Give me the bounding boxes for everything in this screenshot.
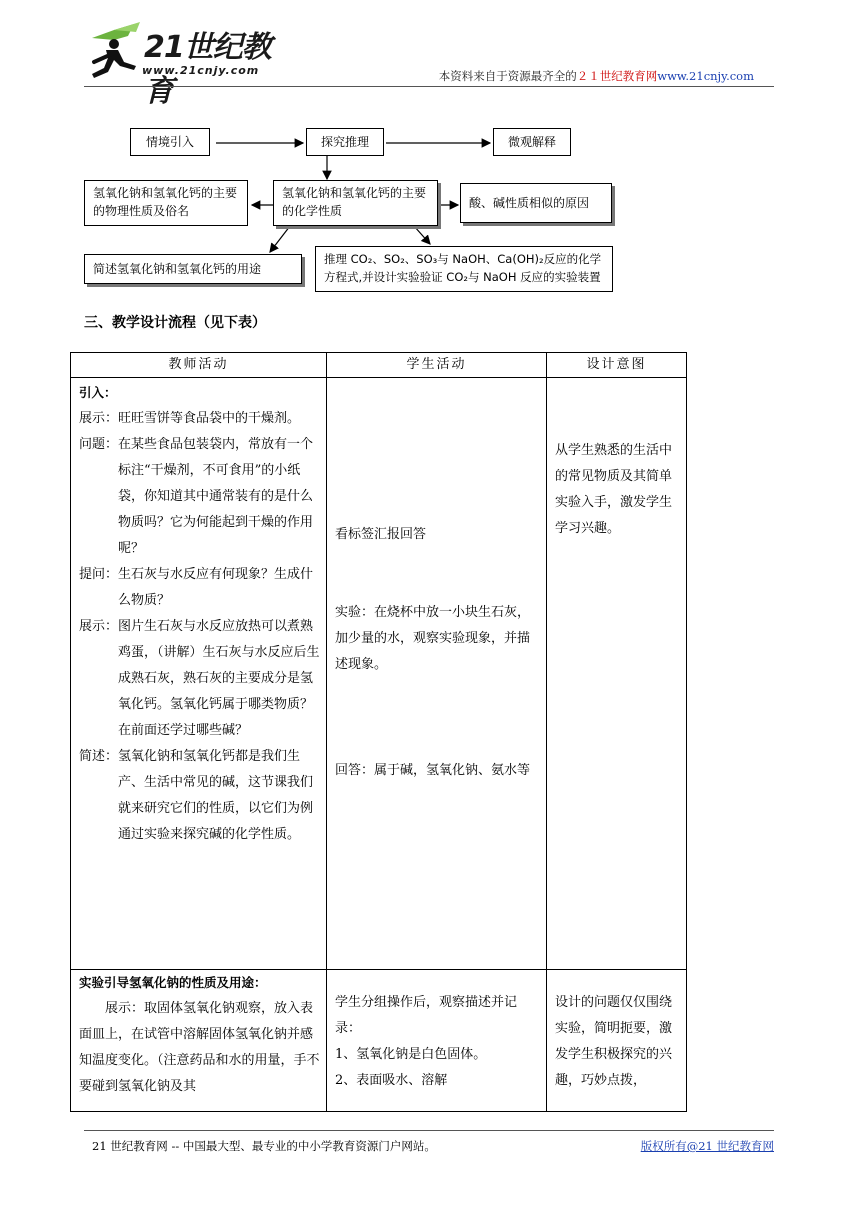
student-activity-cell-2 xyxy=(327,970,547,1112)
teaching-design-table xyxy=(70,352,687,1112)
student-answer-2: 回答：属于碱，氢氧化钠、氨水等 xyxy=(335,763,531,778)
header-intent: 设计意图 xyxy=(547,353,687,378)
student-answer-1: 看标签汇报回答 xyxy=(335,527,427,542)
header-note-prefix: 本资料来自于资源最齐全的 xyxy=(438,69,577,83)
teacher-activity-cell xyxy=(71,378,327,970)
table-row xyxy=(71,378,687,970)
header-student: 学生活动 xyxy=(327,353,547,378)
student-observe: 学生分组操作后，观察描述并记录： xyxy=(335,995,518,1036)
node-inquiry: 探究推理 xyxy=(306,128,384,156)
teacher-activity-cell-2 xyxy=(71,970,327,1112)
header-note-url[interactable]: www.21cnjy.com xyxy=(657,69,754,83)
node-uses: 简述氢氧化钠和氢氧化钙的用途 xyxy=(84,254,302,284)
teacher-question: 问题：在某些食品包装袋内，常放有一个标注“干燥剂，不可食用”的小纸袋，你知道其中通常装有的是什么物质吗？它为何能起到干燥的作用呢？ xyxy=(79,437,314,556)
intent-2: 设计的问题仅仅围绕实验，简明扼要，激发学生积极探究的兴趣，巧妙点拨， xyxy=(555,995,673,1088)
student-experiment: 实验：在烧杯中放一小块生石灰，加少量的水，观察实验现象，并描述现象。 xyxy=(335,605,531,672)
experiment-heading: 实验引导氢氧化钠的性质及用途： xyxy=(79,975,267,990)
design-intent-cell xyxy=(547,378,687,970)
footer-divider xyxy=(84,1130,774,1131)
teacher-show-naoh: 展示：取固体氢氧化钠观察，放入表面皿上，在试管中溶解固体氢氧化钠并感知温度变化。（注意药品和水的用量，手不要碰到氢氧化钠及其 xyxy=(79,1001,320,1094)
footer-text: 21 世纪教育网 -- 中国最大型、最专业的中小学教育资源门户网站。 xyxy=(92,1139,436,1153)
node-physical-properties: 氢氧化钠和氢氧化钙的主要的物理性质及俗名 xyxy=(84,180,248,226)
teacher-summary: 简述：氢氧化钠和氢氧化钙都是我们生产、生活中常见的碱，这节课我们就来研究它们的性质，以它们为例通过实验来探究碱的化学性质。 xyxy=(79,749,314,842)
teacher-show-1: 展示：旺旺雪饼等食品袋中的干燥剂。 xyxy=(79,411,301,426)
section-title: 三、教学设计流程（见下表） xyxy=(84,315,266,331)
student-point-1: 1、氢氧化钠是白色固体。 xyxy=(335,1047,487,1062)
flow-diagram xyxy=(0,0,860,300)
teacher-ask: 提问：生石灰与水反应有何现象？生成什么物质？ xyxy=(79,567,314,608)
logo-title: 21世纪教育 xyxy=(144,30,271,109)
header-note-brand: ２１世纪教育网 xyxy=(576,69,658,83)
header-teacher: 教师活动 xyxy=(71,353,327,378)
intro-label: 引入： xyxy=(79,385,117,400)
design-intent-cell-2 xyxy=(547,970,687,1112)
logo-url: www.21cnjy.com xyxy=(142,64,260,77)
arrow-chem-to-uses xyxy=(270,226,290,252)
node-infer-equations: 推理 CO₂、SO₂、SO₃与 NaOH、Ca(OH)₂反应的化学方程式,并设计实验验证 CO₂与 NaOH 反应的实验装置 xyxy=(315,246,613,292)
footer-copyright-link[interactable]: 版权所有@21 世纪教育网 xyxy=(640,1139,774,1153)
student-activity-cell xyxy=(327,378,547,970)
node-intro: 情境引入 xyxy=(130,128,210,156)
arrow-chem-to-infer xyxy=(414,226,430,244)
table-header-row xyxy=(71,353,687,378)
intent-1: 从学生熟悉的生活中的常见物质及其简单实验入手，激发学生学习兴趣。 xyxy=(555,443,673,536)
teacher-show-2: 展示：图片生石灰与水反应放热可以煮熟鸡蛋，（讲解）生石灰与水反应后生成熟石灰，熟石灰的主要成分是氢氧化钙。氢氧化钙属于哪类物质？在前面还学过哪些碱？ xyxy=(79,619,320,738)
table-row xyxy=(71,970,687,1112)
node-micro-explain: 微观解释 xyxy=(493,128,571,156)
node-chemical-properties: 氢氧化钠和氢氧化钙的主要的化学性质 xyxy=(273,180,438,226)
student-point-2: 2、表面吸水、溶解 xyxy=(335,1073,448,1088)
node-similar-reason: 酸、碱性质相似的原因 xyxy=(460,183,612,223)
